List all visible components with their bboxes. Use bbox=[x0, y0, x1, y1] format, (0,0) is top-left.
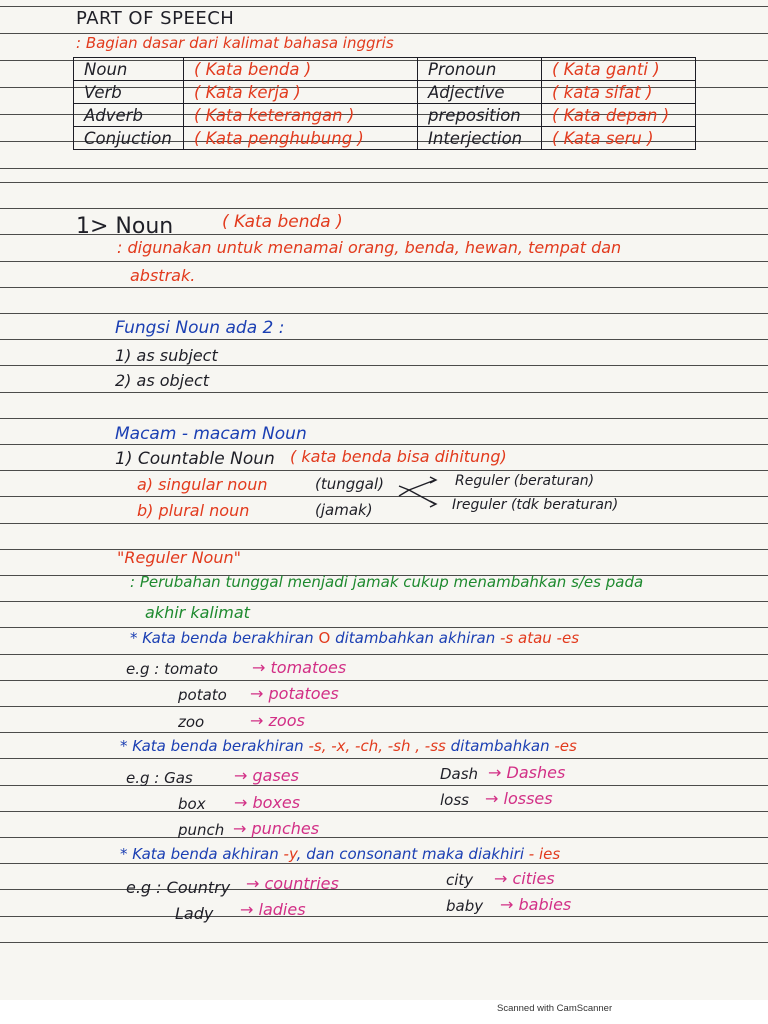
example-result: → cities bbox=[494, 869, 555, 888]
rule-s bbox=[120, 739, 577, 754]
ruled-line bbox=[0, 916, 768, 917]
table-cell: Noun bbox=[74, 58, 184, 81]
ruled-line bbox=[0, 208, 768, 209]
table-cell: Conjuction bbox=[74, 127, 184, 150]
ruled-line bbox=[0, 942, 768, 943]
ruled-line bbox=[0, 418, 768, 419]
reguler-label: Reguler (beraturan) bbox=[455, 473, 595, 489]
example-word: e.g : tomato bbox=[126, 660, 219, 678]
example-word: punch bbox=[178, 821, 225, 839]
table-row bbox=[74, 81, 696, 104]
example-result: → zoos bbox=[250, 711, 305, 730]
noun-heading: 1> Noun bbox=[76, 214, 174, 239]
arrow-icon: → bbox=[246, 874, 265, 893]
rule-y bbox=[120, 847, 560, 862]
ruled-line bbox=[0, 785, 768, 786]
singular-noun-meaning: (tunggal) bbox=[315, 475, 385, 493]
scanner-watermark: Scanned with CamScanner bbox=[497, 1003, 613, 1014]
example-word: Dash bbox=[440, 765, 479, 783]
table-cell: ( Kata kerja ) bbox=[184, 81, 418, 104]
example-result: → Dashes bbox=[488, 763, 566, 782]
arrow-icon: → bbox=[488, 763, 507, 782]
scan-footer bbox=[0, 1000, 768, 1024]
singular-noun: a) singular noun bbox=[137, 475, 268, 494]
ruled-line bbox=[0, 627, 768, 628]
noun-heading-meaning: ( Kata benda ) bbox=[222, 212, 343, 232]
ruled-line bbox=[0, 261, 768, 262]
ruled-line bbox=[0, 168, 768, 169]
noun-description: : digunakan untuk menamai orang, benda, hewan, tempat dan bbox=[117, 238, 622, 257]
arrow-icon: → bbox=[233, 819, 252, 838]
ruled-line bbox=[0, 549, 768, 550]
arrow-icon: → bbox=[485, 789, 504, 808]
example-word: e.g : Gas bbox=[126, 769, 193, 787]
ireguler-label: Ireguler (tdk beraturan) bbox=[452, 497, 619, 513]
fungsi-item: 2) as object bbox=[115, 371, 210, 390]
arrow-icon: → bbox=[234, 793, 253, 812]
ruled-line bbox=[0, 339, 768, 340]
example-word: potato bbox=[178, 686, 227, 704]
branch-arrow-icon bbox=[395, 470, 455, 516]
example-word: e.g : Country bbox=[126, 878, 231, 897]
rule-o-text-b: ditambahkan akhiran bbox=[335, 629, 496, 647]
ruled-line bbox=[0, 313, 768, 314]
example-result: → losses bbox=[485, 789, 553, 808]
ruled-line bbox=[0, 496, 768, 497]
example-result: → potatoes bbox=[250, 684, 339, 703]
ruled-line bbox=[0, 732, 768, 733]
plural-noun-meaning: (jamak) bbox=[315, 501, 373, 519]
rule-s-text-b: ditambahkan bbox=[450, 737, 550, 755]
example-result: → babies bbox=[500, 895, 572, 914]
ruled-line bbox=[0, 287, 768, 288]
rule-s-text: * Kata benda berakhiran bbox=[120, 737, 304, 755]
rule-y-text-b: , dan consonant maka diakhiri bbox=[296, 845, 525, 863]
rule-o-text: * Kata benda berakhiran bbox=[130, 629, 314, 647]
countable-noun-meaning: ( kata benda bisa dihitung) bbox=[290, 447, 507, 466]
ruled-line bbox=[0, 837, 768, 838]
arrow-icon: → bbox=[250, 711, 269, 730]
arrow-icon: → bbox=[250, 684, 269, 703]
ruled-line bbox=[0, 470, 768, 471]
rule-o-suffix: -s atau -es bbox=[500, 629, 580, 647]
ruled-line bbox=[0, 601, 768, 602]
reguler-rule-cont: akhir kalimat bbox=[145, 603, 250, 622]
macam-title: Macam - macam Noun bbox=[115, 424, 307, 444]
example-word: baby bbox=[446, 897, 484, 915]
example-result: → punches bbox=[233, 819, 320, 838]
rule-y-ies: - ies bbox=[528, 845, 561, 863]
noun-description-cont: abstrak. bbox=[130, 266, 196, 285]
table-cell: Adjective bbox=[418, 81, 542, 104]
example-result: → tomatoes bbox=[252, 658, 347, 677]
rule-o bbox=[130, 631, 579, 646]
example-word: zoo bbox=[178, 713, 205, 731]
table-cell: ( Kata benda ) bbox=[184, 58, 418, 81]
rule-o-letter: O bbox=[318, 629, 331, 647]
ruled-line bbox=[0, 758, 768, 759]
ruled-line bbox=[0, 523, 768, 524]
example-result: → ladies bbox=[240, 900, 306, 919]
parts-of-speech-table bbox=[73, 57, 696, 150]
table-cell: ( Kata keterangan ) bbox=[184, 104, 418, 127]
arrow-icon: → bbox=[240, 900, 259, 919]
table-cell: Pronoun bbox=[418, 58, 542, 81]
table-cell: Verb bbox=[74, 81, 184, 104]
example-word: city bbox=[446, 871, 474, 889]
countable-noun: 1) Countable Noun bbox=[115, 449, 275, 469]
table-cell: ( kata sifat ) bbox=[542, 81, 696, 104]
arrow-icon: → bbox=[234, 766, 253, 785]
example-result: → boxes bbox=[234, 793, 301, 812]
fungsi-item: 1) as subject bbox=[115, 346, 218, 365]
rule-y-text: * Kata benda akhiran bbox=[120, 845, 279, 863]
plural-noun: b) plural noun bbox=[137, 501, 250, 520]
ruled-line bbox=[0, 863, 768, 864]
table-cell: ( Kata penghubung ) bbox=[184, 127, 418, 150]
ruled-line bbox=[0, 6, 768, 7]
table-cell: ( Kata ganti ) bbox=[542, 58, 696, 81]
table-cell: Adverb bbox=[74, 104, 184, 127]
arrow-icon: → bbox=[500, 895, 519, 914]
arrow-icon: → bbox=[252, 658, 271, 677]
arrow-icon: → bbox=[494, 869, 513, 888]
table-row bbox=[74, 104, 696, 127]
example-word: Lady bbox=[175, 904, 214, 923]
ruled-line bbox=[0, 811, 768, 812]
ruled-line bbox=[0, 889, 768, 890]
ruled-line bbox=[0, 444, 768, 445]
ruled-line bbox=[0, 392, 768, 393]
ruled-line bbox=[0, 654, 768, 655]
table-cell: preposition bbox=[418, 104, 542, 127]
ruled-line bbox=[0, 680, 768, 681]
reguler-rule: : Perubahan tunggal menjadi jamak cukup menambahkan s/es pada bbox=[130, 573, 644, 591]
ruled-line bbox=[0, 182, 768, 183]
table-row bbox=[74, 127, 696, 150]
table-cell: ( Kata depan ) bbox=[542, 104, 696, 127]
reguler-noun-title: "Reguler Noun" bbox=[117, 548, 241, 567]
example-result: → countries bbox=[246, 874, 339, 893]
fungsi-title: Fungsi Noun ada 2 : bbox=[115, 318, 285, 338]
table-cell: Interjection bbox=[418, 127, 542, 150]
page-title: PART OF SPEECH bbox=[76, 8, 235, 29]
example-result: → gases bbox=[234, 766, 299, 785]
definition-text: : Bagian dasar dari kalimat bahasa inggris bbox=[76, 34, 394, 52]
rule-s-suffixes: -s, -x, -ch, -sh , -ss bbox=[308, 737, 446, 755]
rule-y-suffix: -y bbox=[283, 845, 297, 863]
example-word: loss bbox=[440, 791, 469, 809]
ruled-line bbox=[0, 365, 768, 366]
example-word: box bbox=[178, 795, 206, 813]
ruled-line bbox=[0, 706, 768, 707]
table-row bbox=[74, 58, 696, 81]
table-cell: ( Kata seru ) bbox=[542, 127, 696, 150]
rule-s-es: -es bbox=[554, 737, 577, 755]
